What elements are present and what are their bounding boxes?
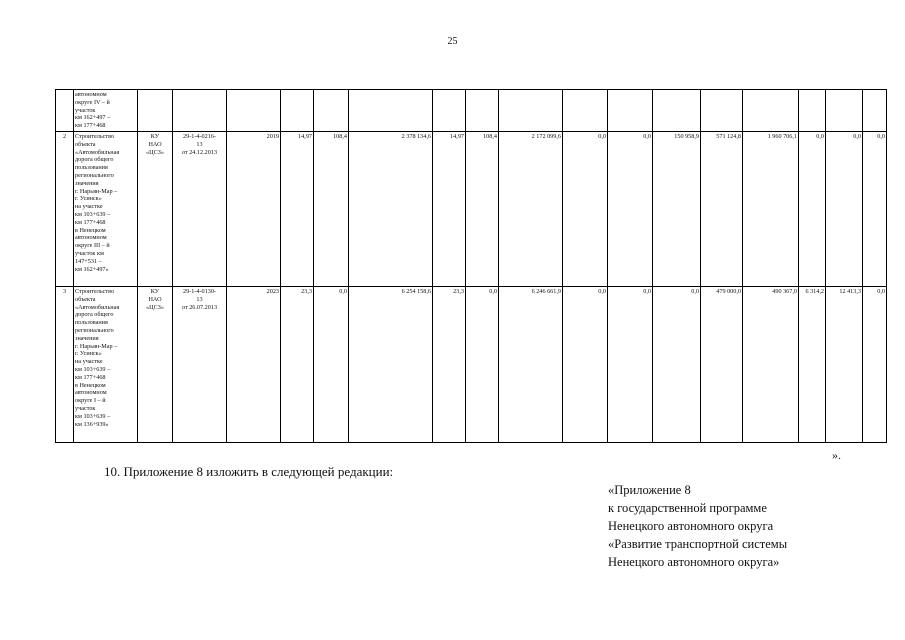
value-cell (349, 90, 433, 132)
customer-line: НАО (148, 140, 162, 148)
object-name-line: в Ненецком (75, 226, 106, 234)
object-name-line: значения (75, 179, 99, 187)
object-name-line: «Автомобильная (75, 303, 120, 311)
object-name-line: км 103+639 – (75, 210, 111, 218)
value-cell: 0,0 (608, 287, 653, 443)
object-name-line: г. Усинск» (75, 195, 102, 203)
document-line: 13 (196, 140, 203, 148)
value-cell: 0,0 (799, 132, 826, 287)
object-name-line: Строительство (75, 133, 115, 140)
appendix-heading-line: Ненецкого автономного округа» (608, 555, 780, 569)
projects-table (55, 89, 887, 443)
value-cell: 1 960 706,1 (743, 132, 799, 287)
object-name-line: 147+531 – (75, 257, 102, 265)
page-number: 25 (447, 36, 458, 47)
value-cell (701, 90, 743, 132)
appendix-heading-line: Ненецкого автономного округа (608, 519, 774, 533)
value-cell (799, 90, 826, 132)
value-cell (826, 90, 863, 132)
value-cell: 108,4 (466, 132, 499, 287)
value-cell: 12 413,3 (826, 287, 863, 443)
value-cell: 0,0 (563, 287, 608, 443)
value-cell (433, 90, 466, 132)
value-cell: 6 254 158,6 (349, 287, 433, 443)
value-cell (743, 90, 799, 132)
document-line: от 26.07.2013 (181, 303, 218, 311)
document-line: от 24.12.2013 (181, 148, 218, 156)
value-cell (314, 90, 349, 132)
value-cell (499, 90, 563, 132)
appendix-heading-line: к государственной программе (608, 501, 767, 515)
value-cell: 0,0 (563, 132, 608, 287)
document-cell (173, 287, 227, 443)
object-name-line: округе III – й (75, 242, 110, 250)
value-cell: 23,3 (433, 287, 466, 443)
object-name-line: пользования (75, 319, 108, 327)
value-cell: 6 314,2 (799, 287, 826, 443)
value-cell: 2 172 099,6 (499, 132, 563, 287)
customer-cell (138, 287, 173, 443)
value-cell: 2 378 134,6 (349, 132, 433, 287)
object-name-line: км 162+497 – (75, 114, 111, 122)
object-name-line: значения (75, 334, 99, 342)
document-cell (173, 132, 227, 287)
value-cell (608, 90, 653, 132)
value-cell (466, 90, 499, 132)
object-name-line: г. Усинск» (75, 350, 102, 358)
object-name-line: объекта (75, 140, 96, 148)
value-cell (863, 90, 887, 132)
object-name-cell (74, 90, 138, 132)
instruction-text: 10. Приложение 8 изложить в следующей редакции: (104, 464, 394, 479)
value-cell: 150 958,9 (653, 132, 701, 287)
value-cell: 14,97 (281, 132, 314, 287)
appendix-heading-line: «Развитие транспортной системы (608, 537, 788, 551)
row-number: 2 (56, 132, 74, 287)
value-cell (281, 90, 314, 132)
value-cell: 0,0 (826, 132, 863, 287)
object-name-line: регионального (75, 326, 114, 334)
object-name-line: автономном (75, 91, 107, 98)
value-cell: 0,0 (314, 287, 349, 443)
object-name-line: г. Нарьян-Мар – (75, 187, 118, 195)
object-name-line: км 177+468 (75, 218, 106, 226)
value-cell: 14,97 (433, 132, 466, 287)
object-name-line: км 177+468 (75, 122, 106, 130)
closing-quote: ». (832, 448, 841, 462)
value-cell: 571 124,8 (701, 132, 743, 287)
object-name-line: участок (75, 404, 96, 412)
object-name-line: дорога общего (75, 156, 114, 164)
customer-line: «ЦСЗ» (146, 303, 164, 311)
customer-line: НАО (148, 295, 162, 303)
object-name-line: автономном (75, 389, 107, 397)
object-name-line: г. Нарьян-Мар – (75, 342, 118, 350)
customer-cell (138, 132, 173, 287)
object-name-line: на участке (75, 358, 103, 366)
object-name-line: объекта (75, 295, 96, 303)
customer-line: КУ (150, 133, 160, 140)
value-cell: 490 367,0 (743, 287, 799, 443)
object-name-cell (74, 132, 138, 287)
value-cell (653, 90, 701, 132)
object-name-line: км 103+639 – (75, 365, 111, 373)
value-cell: 108,4 (314, 132, 349, 287)
customer-cell (138, 90, 173, 132)
value-cell (563, 90, 608, 132)
value-cell: 0,0 (863, 287, 887, 443)
object-name-line: участок (75, 106, 96, 114)
object-name-line: пользования (75, 164, 108, 172)
value-cell: 0,0 (863, 132, 887, 287)
value-cell: 479 000,0 (701, 287, 743, 443)
object-name-line: км 103+639 – (75, 412, 111, 420)
object-name-line: округе IV – й (75, 98, 110, 106)
object-name-line: Строительство (75, 288, 115, 295)
object-name-line: км 136+939» (75, 420, 109, 428)
object-name-line: дорога общего (75, 311, 114, 319)
object-name-line: округе I – й (75, 397, 106, 405)
document-cell (173, 90, 227, 132)
object-name-line: км 162+497» (75, 265, 109, 273)
document-line: 29-1-4-0130- (183, 288, 216, 295)
document-line: 29-1-4-0216- (183, 133, 216, 140)
row-number (56, 90, 74, 132)
document-line: 13 (196, 295, 203, 303)
value-cell (227, 90, 281, 132)
value-cell: 0,0 (608, 132, 653, 287)
object-name-line: в Ненецком (75, 381, 106, 389)
value-cell: 2019 (227, 132, 281, 287)
object-name-line: км 177+468 (75, 373, 106, 381)
object-name-line: автономном (75, 234, 107, 242)
row-number: 3 (56, 287, 74, 443)
value-cell: 0,0 (653, 287, 701, 443)
value-cell: 6 246 661,9 (499, 287, 563, 443)
customer-line: КУ (150, 288, 160, 295)
table-row (56, 90, 887, 132)
table-row (56, 287, 887, 443)
value-cell: 23,3 (281, 287, 314, 443)
value-cell: 0,0 (466, 287, 499, 443)
appendix-heading-line: «Приложение 8 (608, 483, 691, 497)
customer-line: «ЦСЗ» (146, 148, 164, 156)
value-cell: 2023 (227, 287, 281, 443)
appendix-heading (608, 481, 787, 571)
object-name-line: на участке (75, 203, 103, 211)
object-name-line: участок км (75, 249, 104, 257)
object-name-line: регионального (75, 171, 114, 179)
table-row (56, 132, 887, 287)
object-name-line: «Автомобильная (75, 148, 120, 156)
object-name-cell (74, 287, 138, 443)
